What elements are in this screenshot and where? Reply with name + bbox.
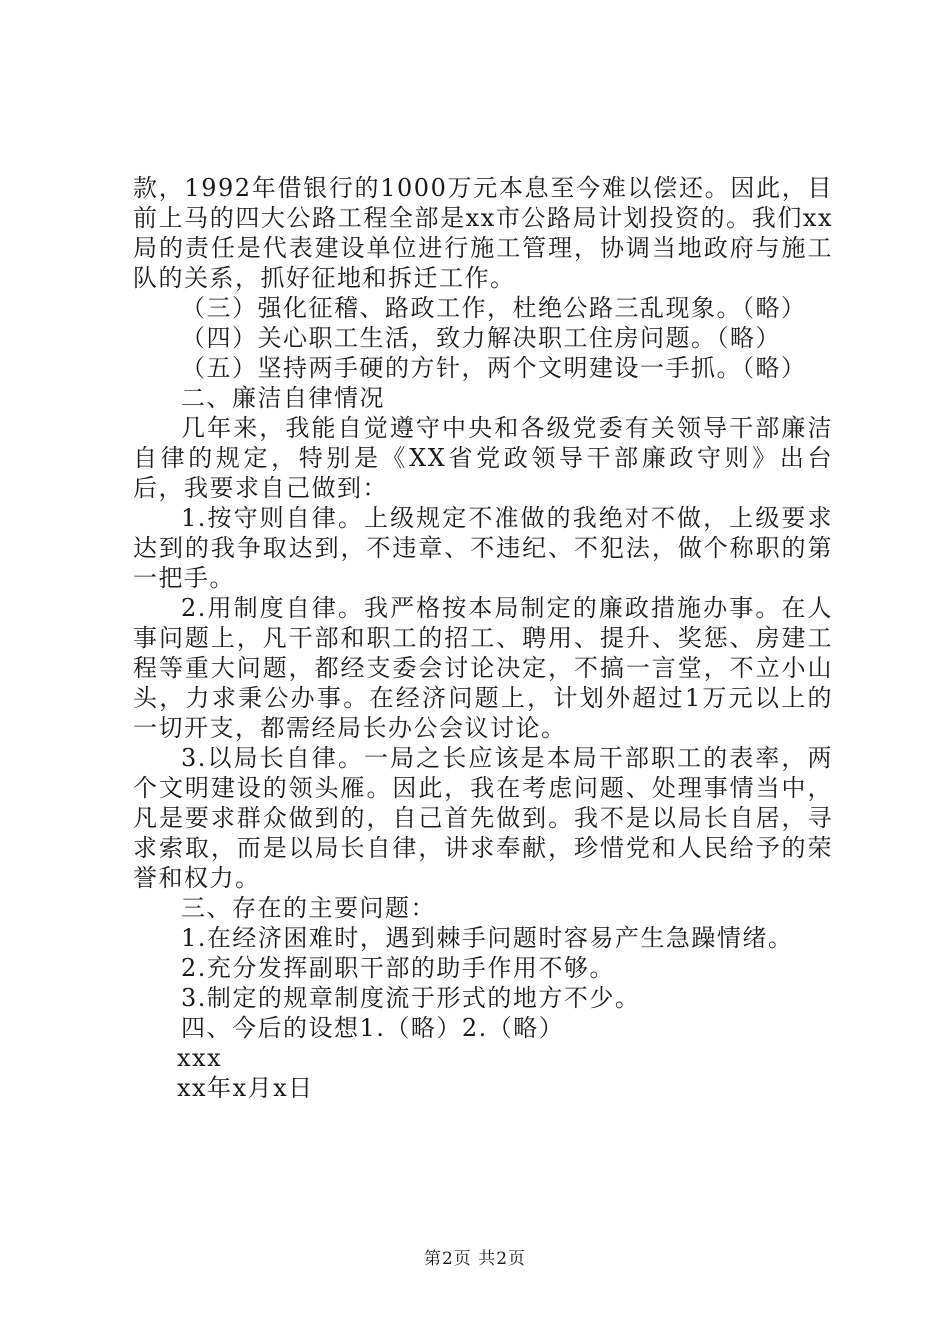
paragraph-problem-1: 1.在经济困难时，遇到棘手问题时容易产生急躁情绪。 (181, 924, 794, 952)
document-date: xx年x月x日 (177, 1074, 314, 1102)
paragraph-problem-2: 2.充分发挥副职干部的助手作用不够。 (181, 954, 615, 982)
signature: xxx (177, 1044, 223, 1072)
page-footer: 第2页 共2页 (423, 1249, 527, 1269)
document-body (133, 173, 833, 1103)
paragraph-integrity-1: 1.按守则自律。上级规定不准做的我绝对不做，上级要求达到的我争取达到，不违章、不违纪、不犯法，做个称职的第一把手。 (133, 504, 833, 592)
paragraph-continuation: 款，1992年借银行的1000万元本息至今难以偿还。因此，目前上马的四大公路工程全部是xx市公路局计划投资的。我们xx局的责任是代表建设单位进行施工管理，协调当地政府与施工队的关系，抓好征地和拆迁工作。 (133, 174, 833, 292)
section-heading-problems: 三、存在的主要问题： (181, 894, 436, 922)
paragraph-item-four: （四）关心职工生活，致力解决职工住房问题。（略） (181, 324, 781, 352)
paragraph-problem-3: 3.制定的规章制度流于形式的地方不少。 (181, 984, 641, 1012)
section-heading-integrity: 二、廉洁自律情况 (181, 384, 385, 412)
section-heading-plans: 四、今后的设想1.（略）2.（略） (181, 1014, 565, 1042)
paragraph-item-five: （五）坚持两手硬的方针，两个文明建设一手抓。（略） (181, 354, 807, 382)
paragraph-item-three: （三）强化征稽、路政工作，杜绝公路三乱现象。（略） (181, 294, 807, 322)
paragraph-integrity-2: 2.用制度自律。我严格按本局制定的廉政措施办事。在人事问题上，凡干部和职工的招工、聘用、提升、奖惩、房建工程等重大问题，都经支委会讨论决定，不搞一言堂，不立小山头，力求秉公办事。在经济问题上，计划外超过1万元以上的一切开支，都需经局长办公会议讨论。 (133, 594, 833, 742)
paragraph-integrity-3: 3.以局长自律。一局之长应该是本局干部职工的表率，两个文明建设的领头雁。因此，我在考虑问题、处理事情当中，凡是要求群众做到的，自己首先做到。我不是以局长自居，寻求索取，而是以局长自律，讲求奉献，珍惜党和人民给予的荣誉和权力。 (133, 744, 833, 892)
paragraph-integrity-intro: 几年来，我能自觉遵守中央和各级党委有关领导干部廉洁自律的规定，特别是《XX省党政领导干部廉政守则》出台后，我要求自己做到： (133, 414, 833, 502)
